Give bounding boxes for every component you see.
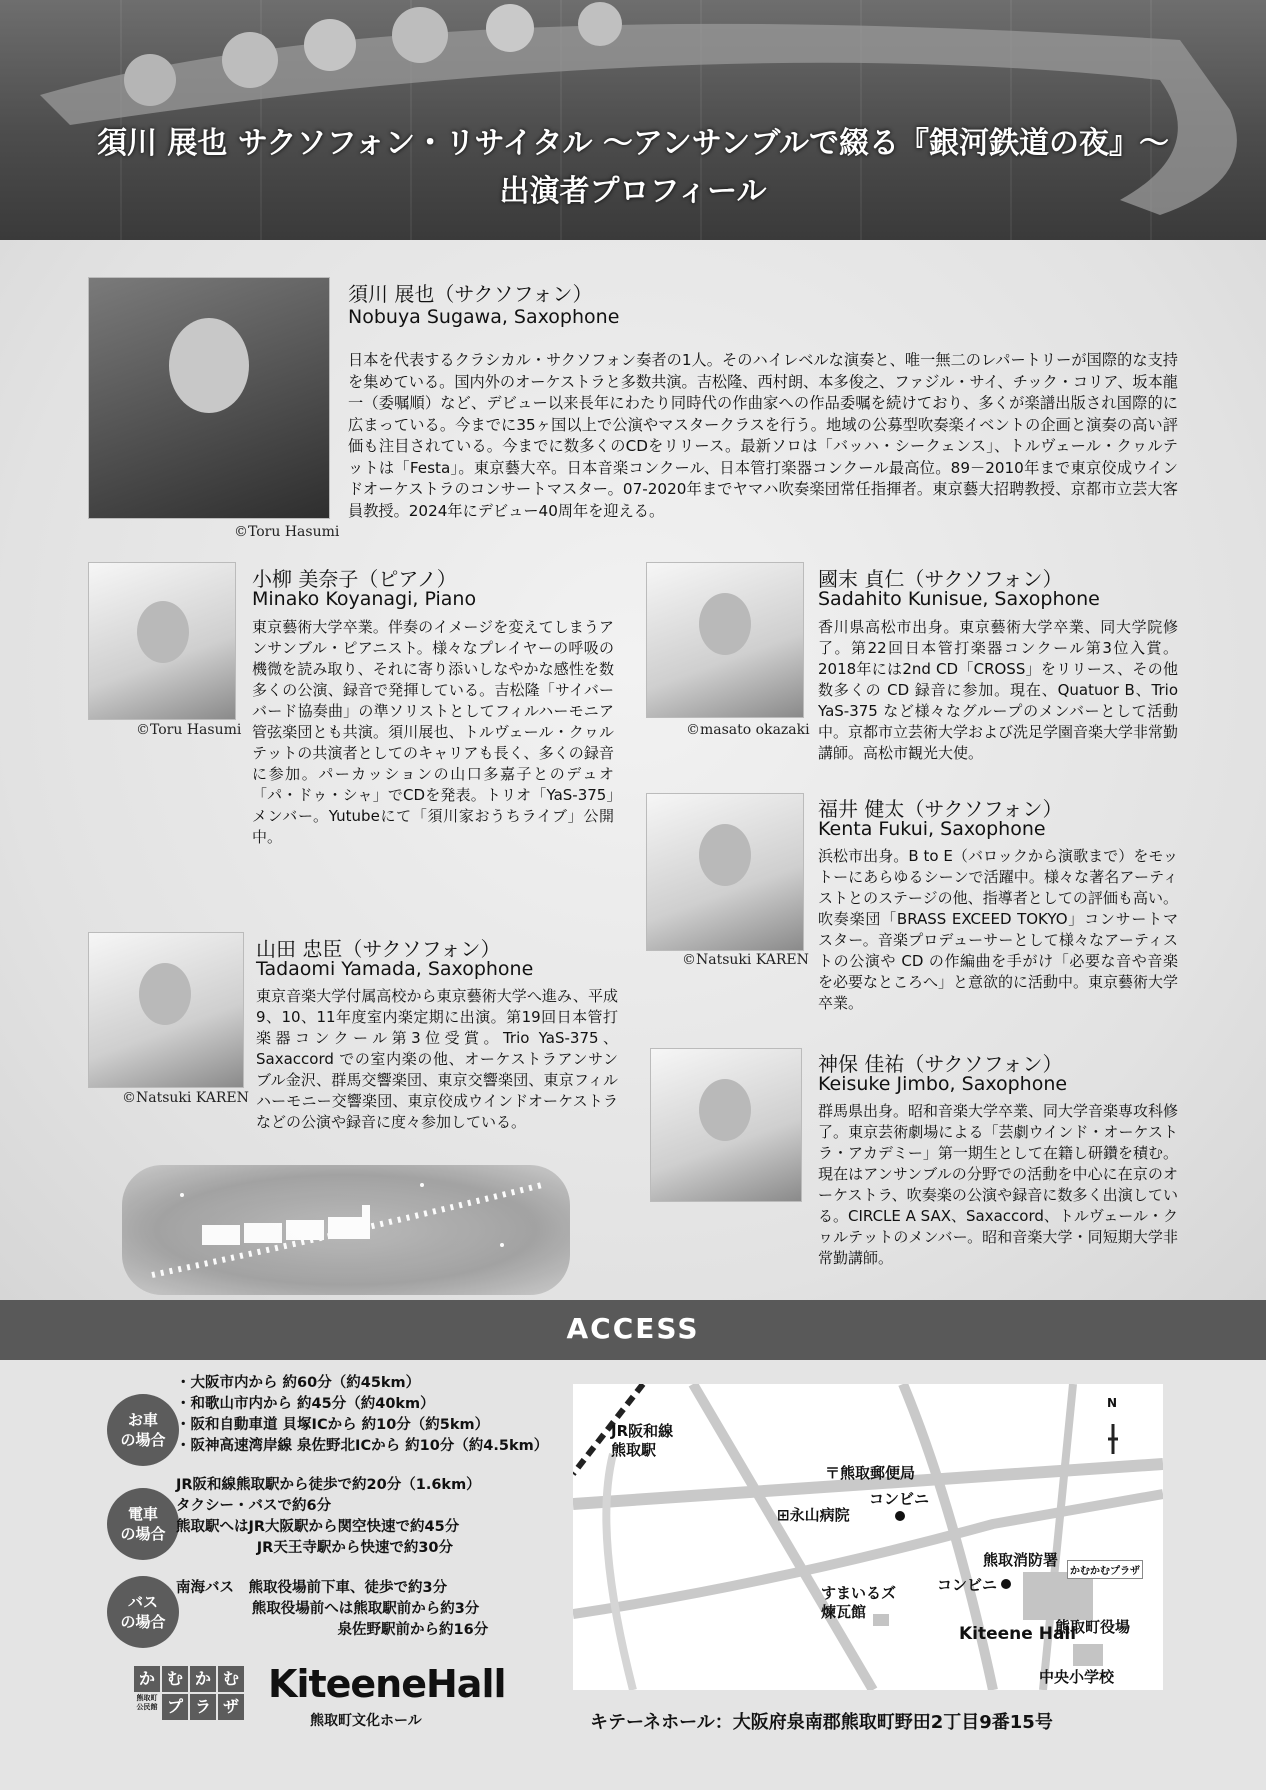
bus-badge — [107, 1576, 179, 1648]
logo-char: か — [190, 1666, 216, 1692]
performer-name-ja: 須川 展也（サクソフォン） — [348, 282, 593, 306]
map-label-fire-station: 熊取消防署 — [983, 1551, 1059, 1569]
car-badge-line1: お車 — [127, 1411, 158, 1429]
map-label-station: JR阪和線 熊取駅 — [611, 1422, 674, 1459]
performer-name-ja: 國末 貞仁（サクソフォン） — [818, 567, 1063, 591]
logo-char: む — [218, 1666, 244, 1692]
train-route-list: JR阪和線熊取駅から徒歩で約20分（1.6km） タクシー・バスで約6分 熊取駅へはJR大阪駅から関空快速で約45分 JR天王寺駅から快速で約30分 — [176, 1477, 481, 1556]
page-subtitle: 出演者プロフィール — [499, 174, 767, 209]
kiteene-hall-logo: KiteeneHall — [268, 1662, 506, 1706]
bus-badge-line2: の場合 — [120, 1613, 166, 1631]
performer-bio: 東京藝術大学卒業。伴奏のイメージを変えてしまうアンサンブル・ピアニスト。様々なプレイヤーの呼吸の機微を読み取り、それに寄り添いしなやかな感性を数多くの公演、録音で発揮している。吉松隆「サイバーバード協奏曲」の準ソリストとしてフィルハーモニア管弦楽団とも共演。須川展也、トルヴェール・クヮルテットの共演者としてのキャリアも長く、多くの録音に参加。パーカッションの山口多嘉子とのデュオ「パ・ドゥ・シャ」でCDを発表。トリオ「YaS-375」メンバー。Yutubeにて「須川家おうちライブ」公開中。 — [252, 618, 614, 846]
portrait-koyanagi — [88, 562, 236, 720]
train-badge-line1: 電車 — [127, 1505, 158, 1523]
performer-name-en: Tadaomi Yamada, Saxophone — [256, 958, 534, 980]
access-title: ACCESS — [566, 1312, 700, 1345]
photo-credit: ©Toru Hasumi — [234, 524, 340, 540]
bus-route-list: 南海バス 熊取役場前下車、徒歩で約3分 熊取役場前へは熊取駅前から約3分 泉佐野駅前から約16分 — [176, 1580, 489, 1638]
map-label-plaza: かむかむプラザ — [1067, 1560, 1143, 1579]
performer-bio: 浜松市出身。B to E（バロックから演歌まで）をモットーにあらゆるシーンで活躍中。様々な著名アーティストとのステージの他、指導者としての評価も高い。吹奏楽団「BRASS EXCEED TOKYO」コンサートマスター。音楽プロデューサーとして様々なアーティストの公演や CD の作編曲を手がけ「必要な音や音楽を必要なところへ」と意欲的に活動中。東京藝術大学卒業。 — [818, 847, 1179, 1012]
map-label-town-office: 熊取町役場 — [1055, 1618, 1131, 1636]
kamukamu-plaza-logo — [132, 1664, 250, 1724]
photo-credit: ©Natsuki KAREN — [682, 952, 809, 968]
map-label-sumairu: すまいるズ 煉瓦館 — [821, 1584, 897, 1621]
map-label-kiteene-hall: Kiteene Hall — [959, 1624, 1077, 1644]
access-map — [573, 1384, 1163, 1690]
train-badge-line2: の場合 — [120, 1525, 166, 1543]
performer-bio: 群馬県出身。昭和音楽大学卒業、同大学音楽専攻科修了。東京芸術劇場による「芸劇ウインド・オーケストラ・アカデミー」第一期生として在籍し研鑽を積む。現在はアンサンブルの分野での活動を中心に在京のオーケストラ、吹奏楽の公演や録音に数多く出演している。CIRCLE A SAX、Saxaccord、トルヴェール・クヮルテットのメンバー。昭和音楽大学・同短期大学非常勤講師。 — [818, 1102, 1179, 1267]
performer-name-ja: 小柳 美奈子（ピアノ） — [252, 567, 457, 591]
portrait-jimbo — [650, 1048, 802, 1202]
map-label-hospital: ⊞永山病院 — [777, 1506, 850, 1524]
hall-subtitle: 熊取町文化ホール — [310, 1713, 422, 1729]
hall-address: キテーネホール：大阪府泉南郡熊取町野田2丁目9番15号 — [590, 1712, 1053, 1733]
portrait-yamada — [88, 932, 244, 1088]
logo-char: ザ — [218, 1694, 244, 1720]
performer-name-en: Keisuke Jimbo, Saxophone — [818, 1073, 1068, 1095]
train-badge — [107, 1488, 179, 1560]
portrait-kunisue — [646, 562, 804, 718]
photo-credit: ©Toru Hasumi — [136, 722, 242, 738]
portrait-fukui — [646, 793, 804, 951]
performer-name-en: Sadahito Kunisue, Saxophone — [818, 588, 1100, 610]
map-label-convenience-2: コンビニ — [937, 1576, 998, 1594]
map-label-school: 中央小学校 — [1039, 1668, 1115, 1686]
car-badge — [107, 1394, 179, 1466]
logo-char: か — [134, 1666, 160, 1692]
car-route-list: ・大阪市内から 約60分（約45km） ・和歌山市内から 約45分（約40km） ・阪和自動車道 貝塚ICから 約10分（約5km） ・阪神高速湾岸線 泉佐野北ICから 約10分（約4.5km） — [176, 1375, 549, 1454]
bus-badge-line1: バス — [127, 1593, 158, 1611]
performer-name-en: Minako Koyanagi, Piano — [252, 588, 477, 610]
logo-char: ラ — [190, 1694, 216, 1720]
performer-name-en: Nobuya Sugawa, Saxophone — [348, 306, 620, 328]
logo-small-text: 熊取町 公民館 — [136, 1694, 158, 1711]
photo-credit: ©Natsuki KAREN — [122, 1090, 249, 1106]
logo-char: プ — [162, 1694, 188, 1720]
map-label-post-office: 〒熊取郵便局 — [825, 1464, 916, 1482]
performer-name-ja: 神保 佳祐（サクソフォン） — [818, 1052, 1063, 1076]
performer-name-ja: 山田 忠臣（サクソフォン） — [256, 937, 501, 961]
performer-name-en: Kenta Fukui, Saxophone — [818, 818, 1046, 840]
train-illustration — [122, 1165, 570, 1295]
performer-bio: 日本を代表するクラシカル・サクソフォン奏者の1人。そのハイレベルな演奏と、唯一無二のレパートリーが国際的な支持を集めている。国内外のオーケストラと多数共演。吉松隆、西村朗、本多俊之、ファジル・サイ、チック・コリア、坂本龍一（委嘱順）など、デビュー以来長年にわたり同時代の作曲家への作品委嘱を続けており、多くが楽譜出版され国際的に広まっている。今までに35ヶ国以上で公演やマスタークラスを行う。地域の公募型吹奏楽イベントの企画と演奏の高い評価も注目されている。今までに数多くのCDをリリース。最新ソロは「バッハ・シークェンス」、トルヴェール・クヮルテットは「Festa」。東京藝大卒。日本音楽コンクール、日本管打楽器コンクール最高位。89－2010年まで東京佼成ウインドオーケストラのコンサートマスター。07-2020年までヤマハ吹奏楽団常任指揮者。東京藝大招聘教授、京都市立芸大客員教授。2024年にデビュー40周年を迎える。 — [348, 351, 1178, 520]
map-label-convenience-1: コンビニ — [869, 1490, 930, 1508]
performer-bio: 香川県高松市出身。東京藝術大学卒業、同大学院修了。第22回日本管打楽器コンクール第3位入賞。2018年には2nd CD「CROSS」をリリース、その他数多くの CD 録音に参加。現在、Quatuor B、Trio YaS-375 など様々なグループのメンバーとして活動中。京都市立芸術大学および洗足学園音楽大学非常勤講師。高松市観光大使。 — [818, 618, 1179, 762]
performer-name-ja: 福井 健太（サクソフォン） — [818, 797, 1063, 821]
performer-bio: 東京音楽大学付属高校から東京藝術大学へ進み、平成9、10、11年度室内楽定期に出演。第19回日本管打楽器コンクール第3位受賞。Trio YaS-375、Saxaccord での室内楽の他、オーケストラアンサンブル金沢、群馬交響楽団、東京交響楽団、東京フィルハーモニー交響楽団、東京佼成ウインドオーケストラなどの公演や録音に度々参加している。 — [256, 987, 618, 1131]
photo-credit: ©masato okazaki — [686, 722, 810, 738]
logo-char: む — [162, 1666, 188, 1692]
map-north-indicator: N — [1107, 1396, 1118, 1410]
page-title: 須川 展也 サクソフォン・リサイタル ～アンサンブルで綴る『銀河鉄道の夜』～ — [96, 126, 1170, 161]
car-badge-line2: の場合 — [120, 1431, 166, 1449]
portrait-sugawa — [88, 277, 330, 519]
